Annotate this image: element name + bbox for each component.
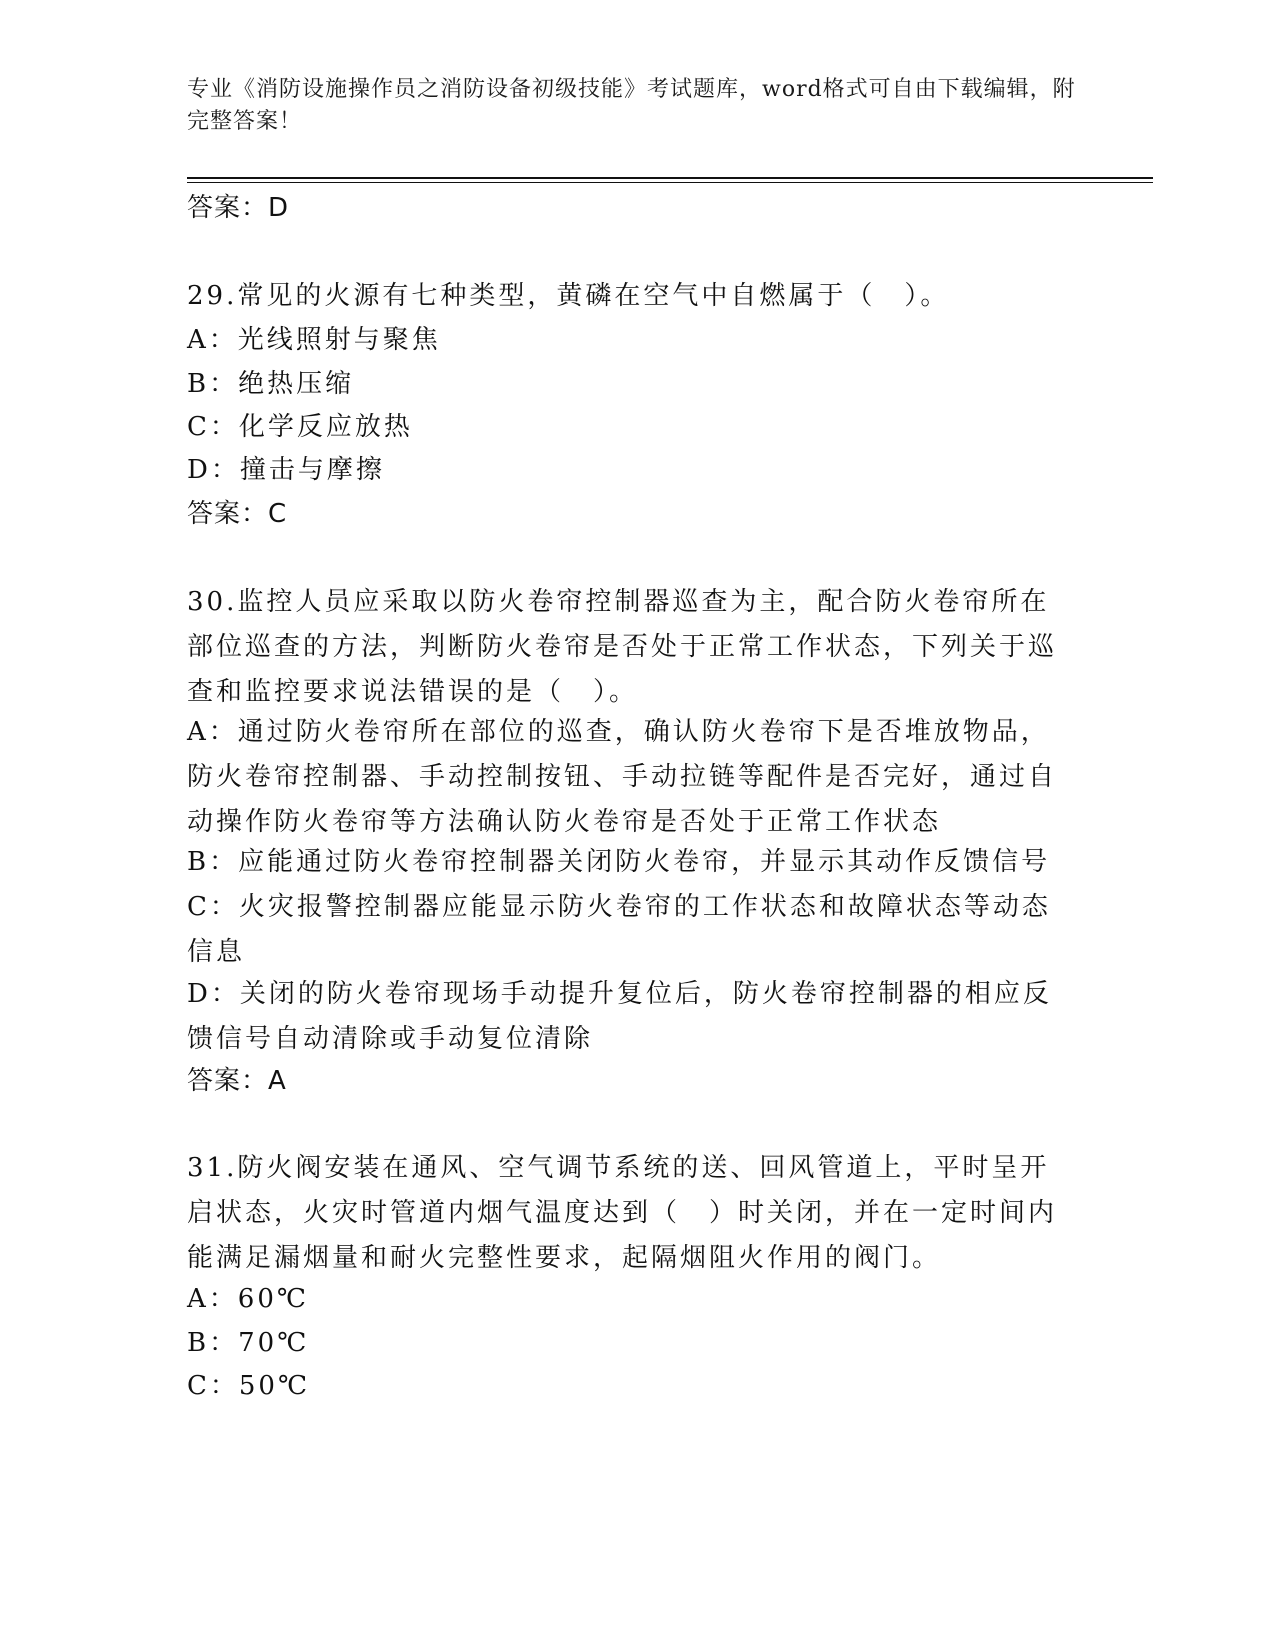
question-30-option-b: B：应能通过防火卷帘控制器关闭防火卷帘，并显示其动作反馈信号 bbox=[187, 847, 1051, 877]
question-31-option-a: A：60℃ bbox=[187, 1284, 309, 1314]
question-31-stem: 31.防火阀安装在通风、空气调节系统的送、回风管道上，平时呈开启状态，火灾时管道内烟气温度达到（ ）时关闭，并在一定时间内能满足漏烟量和耐火完整性要求，起隔烟阻火作用的阀门。 bbox=[187, 1153, 1058, 1273]
question-30-option-c: C：火灾报警控制器应能显示防火卷帘的工作状态和故障状态等动态信息 bbox=[187, 892, 1051, 967]
question-29-option-c: C：化学反应放热 bbox=[187, 412, 413, 442]
question-29-option-d: D：撞击与摩擦 bbox=[187, 455, 385, 485]
header-divider-thin bbox=[187, 182, 1153, 183]
document-header: 专业《消防设施操作员之消防设备初级技能》考试题库，word格式可自由下载编辑，附完整答案！ bbox=[187, 77, 1076, 134]
question-30-option-a: A：通过防火卷帘所在部位的巡查，确认防火卷帘下是否堆放物品，防火卷帘控制器、手动控制按钮、手动拉链等配件是否完好，通过自动操作防火卷帘等方法确认防火卷帘是否处于正常工作状态 bbox=[187, 717, 1058, 837]
answer-q28: 答案：D bbox=[187, 193, 290, 223]
question-31-option-b: B：70℃ bbox=[187, 1328, 310, 1358]
question-31-option-c: C：50℃ bbox=[187, 1371, 311, 1401]
question-30-stem: 30.监控人员应采取以防火卷帘控制器巡查为主，配合防火卷帘所在部位巡查的方法，判断防火卷帘是否处于正常工作状态，下列关于巡查和监控要求说法错误的是（ ）。 bbox=[187, 587, 1058, 707]
question-29-stem: 29.常见的火源有七种类型，黄磷在空气中自燃属于（ ）。 bbox=[187, 281, 950, 311]
question-29-answer: 答案：C bbox=[187, 499, 288, 529]
question-29-option-a: A：光线照射与聚焦 bbox=[187, 325, 441, 355]
question-30-answer: 答案：A bbox=[187, 1066, 287, 1096]
question-30-option-d: D：关闭的防火卷帘现场手动提升复位后，防火卷帘控制器的相应反馈信号自动清除或手动复位清除 bbox=[187, 979, 1052, 1054]
header-divider-thick bbox=[187, 177, 1153, 179]
question-29-option-b: B：绝热压缩 bbox=[187, 369, 355, 399]
